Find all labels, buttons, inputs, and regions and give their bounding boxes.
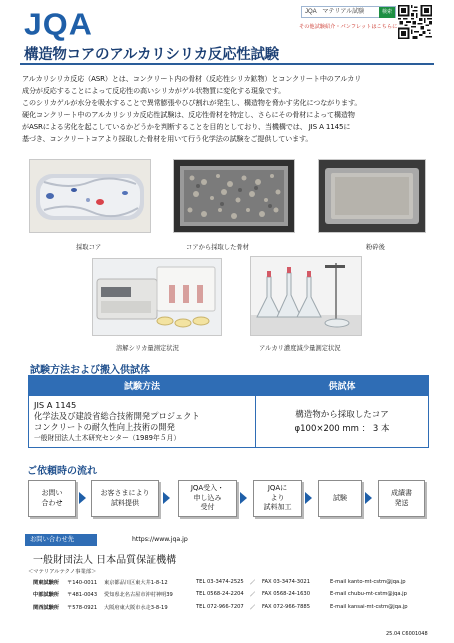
intro-line: 硬化コンクリート中のアルカリシリカ反応性試験は、反応性骨材を特定し、さらにその骨材によって構造物 [22,110,355,119]
test-spec-table [28,375,429,448]
flow-step-text: 受付 [200,503,215,512]
flow-step-text: お客さまにより [100,489,150,497]
section-heading-test-method [30,361,150,376]
office-name: 関西試験所 [33,605,59,611]
document-code: 25.04 C6001048 [386,631,428,637]
flow-step-sample-provision[interactable] [91,480,159,517]
flow-step-text: 試料加工 [263,503,292,512]
website-link[interactable]: https://www.jqa.jp [132,536,188,543]
flow-step-text: より [270,493,285,502]
flow-step-text: 合わせ [41,498,63,507]
table-cell-method [29,396,256,448]
division-name: ＜マテリアルテクノ事業部＞ [28,569,97,575]
caption-sampled-core: 採取コア [76,244,102,251]
flow-step-text: JQAに [267,484,288,493]
flow-arrow-icon [365,492,372,504]
office-separator: ／ [250,605,256,611]
flow-step-text: 成績書 [391,489,412,497]
office-tel: TEL 0568-24-2204 [196,591,244,597]
office-address: 東京都品川区東大井1-8-12 [104,580,168,586]
office-separator: ／ [250,592,256,598]
flow-step-inquiry[interactable] [28,480,76,517]
office-address: 大阪府東大阪市水走3-8-19 [104,605,168,611]
title-divider [20,63,434,65]
intro-line: 基づき、コンクリートコアより採取した骨材を用いて行う化学法の試験をご提供しています。 [22,134,313,143]
office-email: E-mail chubu-mt-cstm@jqa.jp [330,591,407,597]
method-line: JIS A 1145 [34,399,77,410]
flow-step-testing[interactable] [318,480,362,517]
powder-image [319,160,425,232]
caption-after-crushing: 粉砕後 [366,244,385,251]
flow-step-text: 試料提供 [111,498,139,507]
flow-step-text: お問い [41,489,63,497]
flow-step-text: 発送 [394,498,409,507]
photo-alkali-reduction [250,256,362,336]
office-address: 愛知県北名古屋市沖村神明39 [104,592,173,598]
intro-line: がASRによる劣化を起こしているかどうかを判断することを目的としており、当機構では、 JIS A 1145に [22,122,351,131]
flow-step-text: 申し込み [193,493,222,502]
section-heading-text: 試験方法および搬入供試体 [30,365,150,376]
caption-aggregate: コアから採取した骨材 [186,244,249,251]
flow-step-text: JQA受入・ [190,484,225,493]
intro-line: このシリカゲルが水分を吸水することで異常膨張やひび割れが発生し、構造物を脅かす劣化につながります。 [22,98,362,107]
table-header-method: 試験方法 [29,376,256,396]
section-heading-flow: ご依頼時の流れ [27,466,97,477]
table-cell-specimen [256,396,429,448]
flow-arrow-icon [163,492,170,504]
page-title: 構造物コアのアルカリシリカ反応性試験 [24,47,279,63]
table-row [29,396,429,448]
office-tel: TEL 072-966-7207 [196,604,244,610]
office-zip: 〒481-0043 [67,592,98,598]
office-name: 関東試験所 [33,580,59,586]
flow-arrow-icon [240,492,247,504]
pamphlet-link[interactable]: その他試験紹介・パンフレットはこちらに [299,24,398,30]
flow-step-sample-processing[interactable] [253,480,302,517]
table-header-specimen: 供試体 [256,376,429,396]
flow-arrow-icon [79,492,86,504]
specimen-line: 構造物から採取したコア [295,409,389,420]
caption-alkali-reduction: アルカリ濃度減少量測定状況 [259,345,341,352]
photo-dissolved-silica [92,258,222,336]
intro-text [22,73,436,145]
office-zip: 〒140-0011 [67,580,98,586]
silica-measurement-image [93,259,221,335]
contact-label: お問い合わせ先 [30,536,75,543]
flow-step-jqa-reception[interactable] [178,480,237,517]
jqa-logo: JQA [24,6,93,42]
specimen-line: φ100×200 mm ： 3 本 [294,423,390,434]
intro-line: 成分が反応することによって反応性の高いシリカがゲル状物質に変化する現象です。 [22,86,286,95]
office-tel: TEL 03-3474-2525 [196,579,244,585]
photo-aggregate [173,159,295,233]
core-image [30,160,150,232]
flow-step-report-delivery[interactable] [378,480,425,517]
intro-line: アルカリシリカ反応（ASR）とは、コンクリート内の骨材（反応性シリカ鉱物）とコンクリート中のアルカリ [22,74,362,83]
office-fax: FAX 0568-24-1630 [262,591,311,597]
office-fax: FAX 03-3474-3021 [262,579,311,585]
office-fax: FAX 072-966-7885 [262,604,311,610]
photo-sampled-core [29,159,151,233]
flow-arrow-icon [305,492,312,504]
office-name: 中部試験所 [33,592,59,598]
table-header-row [29,376,429,396]
qr-code-icon [398,5,432,39]
alkali-measurement-image [251,257,361,335]
search-button[interactable]: 検索 [379,7,395,18]
method-note: 一般財団法人土木研究センター（1989年５月） [34,433,181,442]
method-line: コンクリートの耐久性向上技術の開発 [34,421,175,432]
office-zip: 〒578-0921 [67,605,98,611]
office-email: E-mail kansai-mt-cstm@jqa.jp [330,604,408,610]
flow-step-text: 試験 [333,493,347,502]
aggregate-image [174,160,294,232]
office-separator: ／ [250,580,256,586]
photo-after-crushing [318,159,426,233]
office-email: E-mail kanto-mt-cstm@jqa.jp [330,579,406,585]
method-line: 化学法及び建設省総合技術開発プロジェクト [34,410,200,421]
caption-dissolved-silica: 溶解シリカ量測定状況 [116,345,179,352]
organization-name: 一般財団法人 日本品質保証機構 [33,555,177,566]
